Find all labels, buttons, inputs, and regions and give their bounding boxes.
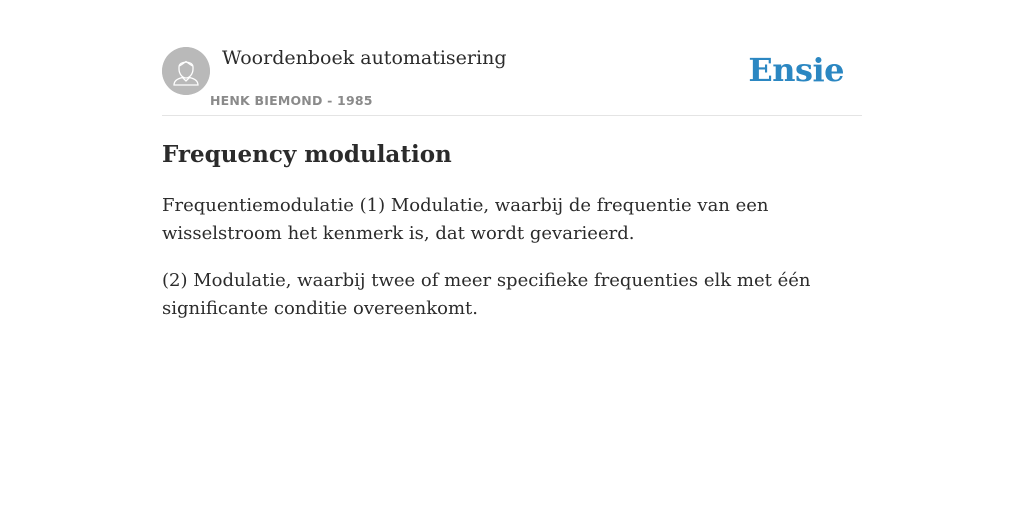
ensie-logo[interactable]: Ensie xyxy=(748,51,844,89)
user-placeholder-icon[interactable] xyxy=(162,47,210,95)
author-name[interactable]: HENK BIEMOND xyxy=(210,93,323,108)
definition-paragraph: Frequentiemodulatie (1) Modulatie, waarbij de frequentie van een wisselstroom het kenmerk is, dat wordt gevarieerd. xyxy=(162,195,769,244)
definition-paragraph: (2) Modulatie, waarbij twee of meer specifieke frequenties elk met één significante conditie overeenkomt. xyxy=(162,270,811,319)
author-line xyxy=(210,93,373,109)
book-title[interactable]: Woordenboek automatisering xyxy=(222,47,507,69)
entry-card xyxy=(162,0,862,319)
author-year-separator: - xyxy=(327,93,333,108)
publication-year: 1985 xyxy=(337,93,373,108)
entry-title: Frequency modulation xyxy=(162,141,452,168)
source-header xyxy=(162,0,862,116)
entry-body xyxy=(162,192,862,342)
